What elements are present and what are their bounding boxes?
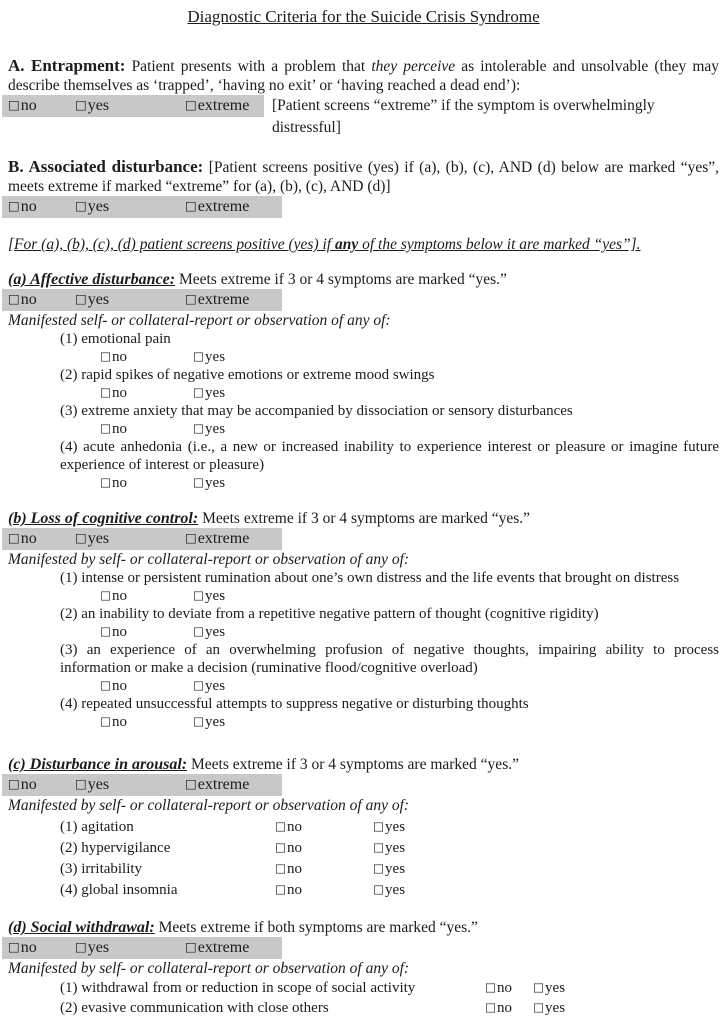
subsection-disturbance-in-arousal — [8, 755, 719, 901]
checkbox-icon: □ — [373, 861, 385, 875]
checkbox-yes[interactable] — [373, 817, 719, 838]
checkbox-icon: □ — [8, 291, 20, 306]
subsection-d-manifested: Manifested by self- or collateral-report or observation of any of: — [8, 960, 410, 977]
checkbox-yes[interactable] — [75, 289, 185, 311]
section-entrapment — [8, 56, 719, 139]
symptom-item: (1) withdrawal from or reduction in scope of social activity — [60, 980, 416, 996]
checkbox-label: yes — [205, 678, 226, 694]
subsection-d-screen-row — [8, 937, 719, 959]
subsection-d-screen-bar — [2, 937, 282, 959]
symptom-item: (4) global insomnia — [60, 882, 178, 898]
checkbox-icon: □ — [185, 291, 197, 306]
checkbox-no[interactable] — [485, 998, 533, 1018]
subsection-b-manifested: Manifested by self- or collateral-report or observation of any of: — [8, 551, 410, 568]
checkbox-no[interactable] — [275, 817, 373, 838]
checkbox-label: no — [497, 1000, 513, 1016]
checkbox-label: no — [20, 530, 37, 547]
checkbox-icon: □ — [100, 475, 112, 489]
subsection-b-heading — [8, 509, 719, 528]
symptom-item: (1) agitation — [60, 819, 134, 835]
checkbox-label: no — [112, 385, 128, 401]
checkbox-label: yes — [87, 198, 110, 215]
checkbox-label: yes — [205, 624, 226, 640]
checkbox-label: yes — [545, 980, 566, 996]
symptom-options — [100, 384, 719, 402]
checkbox-icon: □ — [275, 882, 287, 896]
symptom-item: (3) extreme anxiety that may be accompanied by dissociation or sensory disturbances — [60, 403, 573, 419]
checkbox-no[interactable] — [8, 528, 75, 550]
symptom-item: (4) acute anhedonia (i.e., a new or increased inability to experience interest or pleasure or imagine future experience of interest or pleasure) — [60, 439, 719, 473]
checkbox-yes[interactable] — [193, 421, 225, 437]
symptom-item: (2) an inability to deviate from a repetitive negative pattern of thought (cognitive rigidity) — [60, 606, 599, 622]
checkbox-icon: □ — [533, 980, 545, 994]
checkbox-icon: □ — [275, 861, 287, 875]
checkbox-icon: □ — [100, 588, 112, 602]
subsection-b-screen-row — [8, 528, 719, 550]
checkbox-label: no — [112, 624, 128, 640]
checkbox-icon: □ — [8, 97, 20, 112]
checkbox-label: yes — [205, 588, 226, 604]
subsection-c-heading — [8, 755, 719, 774]
subsection-c-criteria: Meets extreme if 3 or 4 symptoms are marked “yes.” — [191, 756, 519, 773]
checkbox-label: extreme — [197, 776, 250, 793]
checkbox-label: no — [112, 475, 128, 491]
checkbox-extreme[interactable] — [185, 528, 249, 550]
section-b-screen-row — [8, 196, 719, 218]
checkbox-icon: □ — [100, 624, 112, 638]
checkbox-icon: □ — [185, 939, 197, 954]
page-title: Diagnostic Criteria for the Suicide Crisis Syndrome — [187, 7, 540, 26]
checkbox-no[interactable] — [100, 384, 193, 402]
checkbox-label: no — [497, 980, 513, 996]
checkbox-label: yes — [385, 861, 406, 877]
checkbox-icon: □ — [185, 97, 197, 112]
checkbox-icon: □ — [100, 349, 112, 363]
subsection-a-heading — [8, 270, 719, 289]
checkbox-icon: □ — [185, 776, 197, 791]
checkbox-yes[interactable] — [75, 937, 185, 959]
checkbox-label: yes — [385, 882, 406, 898]
checkbox-icon: □ — [75, 291, 87, 306]
checkbox-label: no — [20, 776, 37, 793]
checkbox-no[interactable] — [485, 978, 533, 998]
subsection-social-withdrawal — [8, 918, 719, 1018]
checkbox-label: yes — [87, 939, 110, 956]
symptom-options — [100, 713, 719, 731]
checkbox-icon: □ — [193, 624, 205, 638]
checkbox-icon: □ — [75, 939, 87, 954]
subsection-d-criteria: Meets extreme if both symptoms are marked “yes.” — [158, 919, 478, 936]
checkbox-icon: □ — [8, 198, 20, 213]
subsection-b-label: (b) Loss of cognitive control: — [8, 510, 199, 527]
checkbox-icon: □ — [8, 530, 20, 545]
section-a-text — [8, 56, 719, 95]
checkbox-icon: □ — [100, 385, 112, 399]
checkbox-label: extreme — [197, 291, 250, 308]
checkbox-label: yes — [205, 421, 226, 437]
checkbox-label: extreme — [197, 939, 250, 956]
symptom-options — [100, 587, 719, 605]
subsection-a-screen-row — [8, 289, 719, 311]
checkbox-icon: □ — [100, 678, 112, 692]
checkbox-label: no — [20, 291, 37, 308]
section-b-label: B. Associated disturbance: — [8, 157, 204, 176]
checkbox-yes[interactable] — [75, 95, 185, 117]
section-associated-disturbance — [8, 157, 719, 218]
symptom-item: (3) an experience of an overwhelming profusion of negative thoughts, impairing ability to process information or make a decision (ruminative flood/cognitive overload) — [60, 642, 719, 676]
checkbox-label: no — [287, 861, 303, 877]
checkbox-label: no — [20, 97, 37, 114]
subsection-b-screen-bar — [2, 528, 282, 550]
symptom-options — [100, 420, 719, 438]
checkbox-yes[interactable] — [193, 475, 225, 491]
checkbox-icon: □ — [75, 530, 87, 545]
symptom-options — [100, 474, 719, 492]
checkbox-label: extreme — [197, 97, 250, 114]
section-b-screen-bar — [2, 196, 282, 218]
checkbox-extreme[interactable] — [185, 196, 249, 218]
checkbox-icon: □ — [373, 840, 385, 854]
subsection-c-symptom-table — [60, 817, 719, 901]
checkbox-yes[interactable] — [193, 349, 225, 365]
checkbox-yes[interactable] — [373, 838, 719, 859]
checkbox-icon: □ — [75, 776, 87, 791]
checkbox-yes[interactable] — [193, 624, 225, 640]
subsection-c-label: (c) Disturbance in arousal: — [8, 756, 188, 773]
checkbox-yes[interactable] — [533, 978, 719, 998]
section-a-screen-row — [8, 95, 719, 139]
checkbox-yes[interactable] — [373, 859, 719, 880]
symptom-options — [100, 348, 719, 366]
symptom-item: (4) repeated unsuccessful attempts to suppress negative or disturbing thoughts — [60, 696, 529, 712]
section-a-desc: Patient presents with a problem that — [131, 58, 366, 75]
symptom-options — [100, 677, 719, 695]
checkbox-icon: □ — [193, 678, 205, 692]
checkbox-yes[interactable] — [193, 385, 225, 401]
checkbox-icon: □ — [8, 939, 20, 954]
subsection-d-heading — [8, 918, 719, 937]
checkbox-label: yes — [385, 840, 406, 856]
checkbox-extreme[interactable] — [185, 95, 249, 117]
section-b-desc: [Patient screens positive (yes) if (a), (b), (c), AND (d) below are marked “yes”, meets extreme if marked “extreme” for (a), (b), (c), AND (d)] — [8, 159, 719, 195]
checkbox-no[interactable] — [100, 420, 193, 438]
checkbox-label: extreme — [197, 530, 250, 547]
subsection-loss-of-cognitive-control — [8, 509, 719, 731]
checkbox-label: no — [287, 819, 303, 835]
checkbox-no[interactable] — [275, 859, 373, 880]
checkbox-icon: □ — [193, 475, 205, 489]
checkbox-label: no — [112, 349, 128, 365]
checkbox-icon: □ — [185, 198, 197, 213]
section-a-label: A. Entrapment: — [8, 56, 126, 75]
section-a-desc-cont: as intolerable and unsolvable (they may describe themselves as ‘trapped’, ‘having no exit’ or ‘having reached a dead end’): — [8, 58, 720, 94]
checkbox-icon: □ — [275, 840, 287, 854]
checkbox-label: yes — [87, 776, 110, 793]
checkbox-no[interactable] — [8, 196, 75, 218]
checkbox-icon: □ — [75, 198, 87, 213]
checkbox-label: yes — [385, 819, 406, 835]
checkbox-label: yes — [87, 530, 110, 547]
screening-rule-note: [For (a), (b), (c), (d) patient screens positive (yes) if any of the symptoms below it are marked “yes”]. — [8, 236, 641, 253]
subsection-b-criteria: Meets extreme if 3 or 4 symptoms are marked “yes.” — [202, 510, 531, 527]
checkbox-label: yes — [205, 349, 226, 365]
checkbox-icon: □ — [193, 349, 205, 363]
subsection-c-manifested: Manifested by self- or collateral-report or observation of any of: — [8, 797, 410, 814]
symptom-item: (1) intense or persistent rumination about one’s own distress and the life events that brought on distress — [60, 570, 680, 586]
checkbox-icon: □ — [275, 819, 287, 833]
checkbox-label: no — [287, 840, 303, 856]
checkbox-icon: □ — [185, 530, 197, 545]
checkbox-label: yes — [545, 1000, 566, 1016]
checkbox-icon: □ — [485, 980, 497, 994]
checkbox-icon: □ — [100, 714, 112, 728]
symptom-item: (3) irritability — [60, 861, 143, 877]
checkbox-icon: □ — [193, 588, 205, 602]
subsection-c-screen-bar — [2, 774, 282, 796]
checkbox-no[interactable] — [8, 289, 75, 311]
checkbox-no[interactable] — [100, 623, 193, 641]
subsection-d-label: (d) Social withdrawal: — [8, 919, 155, 936]
checkbox-extreme[interactable] — [185, 937, 249, 959]
checkbox-no[interactable] — [100, 348, 193, 366]
checkbox-icon: □ — [485, 1000, 497, 1014]
subsection-a-screen-bar — [2, 289, 282, 311]
checkbox-icon: □ — [75, 97, 87, 112]
checkbox-yes[interactable] — [75, 196, 185, 218]
checkbox-icon: □ — [533, 1000, 545, 1014]
symptom-item: (1) emotional pain — [60, 331, 171, 347]
section-a-desc-italic: they perceive — [371, 58, 456, 75]
checkbox-no[interactable] — [100, 587, 193, 605]
checkbox-label: yes — [87, 97, 110, 114]
checkbox-icon: □ — [193, 714, 205, 728]
section-a-extreme-note: [Patient screens “extreme” if the symptom is overwhelmingly distressful] — [272, 97, 655, 136]
checkbox-label: yes — [205, 475, 226, 491]
subsection-a-criteria: Meets extreme if 3 or 4 symptoms are marked “yes.” — [178, 271, 507, 288]
checkbox-yes[interactable] — [75, 774, 185, 796]
checkbox-yes[interactable] — [75, 528, 185, 550]
checkbox-yes[interactable] — [533, 998, 719, 1018]
section-b-text — [8, 157, 719, 196]
checkbox-icon: □ — [373, 882, 385, 896]
checkbox-label: no — [112, 588, 128, 604]
subsection-d-symptom-table — [60, 978, 719, 1018]
checkbox-yes[interactable] — [373, 880, 719, 901]
checkbox-no[interactable] — [100, 474, 193, 492]
checkbox-label: no — [287, 882, 303, 898]
checkbox-label: yes — [87, 291, 110, 308]
checkbox-icon: □ — [193, 385, 205, 399]
checkbox-label: yes — [205, 385, 226, 401]
subsection-c-screen-row — [8, 774, 719, 796]
symptom-item: (2) hypervigilance — [60, 840, 171, 856]
checkbox-label: no — [112, 714, 128, 730]
symptom-item: (2) evasive communication with close others — [60, 1000, 329, 1016]
checkbox-extreme[interactable] — [185, 774, 249, 796]
checkbox-icon: □ — [100, 421, 112, 435]
checkbox-yes[interactable] — [193, 678, 225, 694]
subsection-a-manifested: Manifested self- or collateral-report or observation of any of: — [8, 312, 391, 329]
checkbox-icon: □ — [193, 421, 205, 435]
checkbox-label: no — [20, 939, 37, 956]
checkbox-yes[interactable] — [193, 714, 225, 730]
subsection-affective-disturbance — [8, 270, 719, 492]
symptom-options — [100, 623, 719, 641]
checkbox-label: yes — [205, 714, 226, 730]
symptom-item: (2) rapid spikes of negative emotions or extreme mood swings — [60, 367, 435, 383]
checkbox-icon: □ — [373, 819, 385, 833]
checkbox-label: no — [112, 421, 128, 437]
checkbox-label: no — [112, 678, 128, 694]
checkbox-no[interactable] — [8, 937, 75, 959]
checkbox-icon: □ — [8, 776, 20, 791]
subsection-a-label: (a) Affective disturbance: — [8, 271, 176, 288]
checkbox-extreme[interactable] — [185, 289, 249, 311]
checkbox-no[interactable] — [275, 880, 373, 901]
checkbox-no[interactable] — [100, 677, 193, 695]
checkbox-no[interactable] — [275, 838, 373, 859]
section-a-screen-bar — [2, 95, 264, 117]
checkbox-no[interactable] — [8, 95, 75, 117]
checkbox-label: extreme — [197, 198, 250, 215]
checkbox-yes[interactable] — [193, 588, 225, 604]
checkbox-no[interactable] — [100, 713, 193, 731]
checkbox-no[interactable] — [8, 774, 75, 796]
checkbox-label: no — [20, 198, 37, 215]
